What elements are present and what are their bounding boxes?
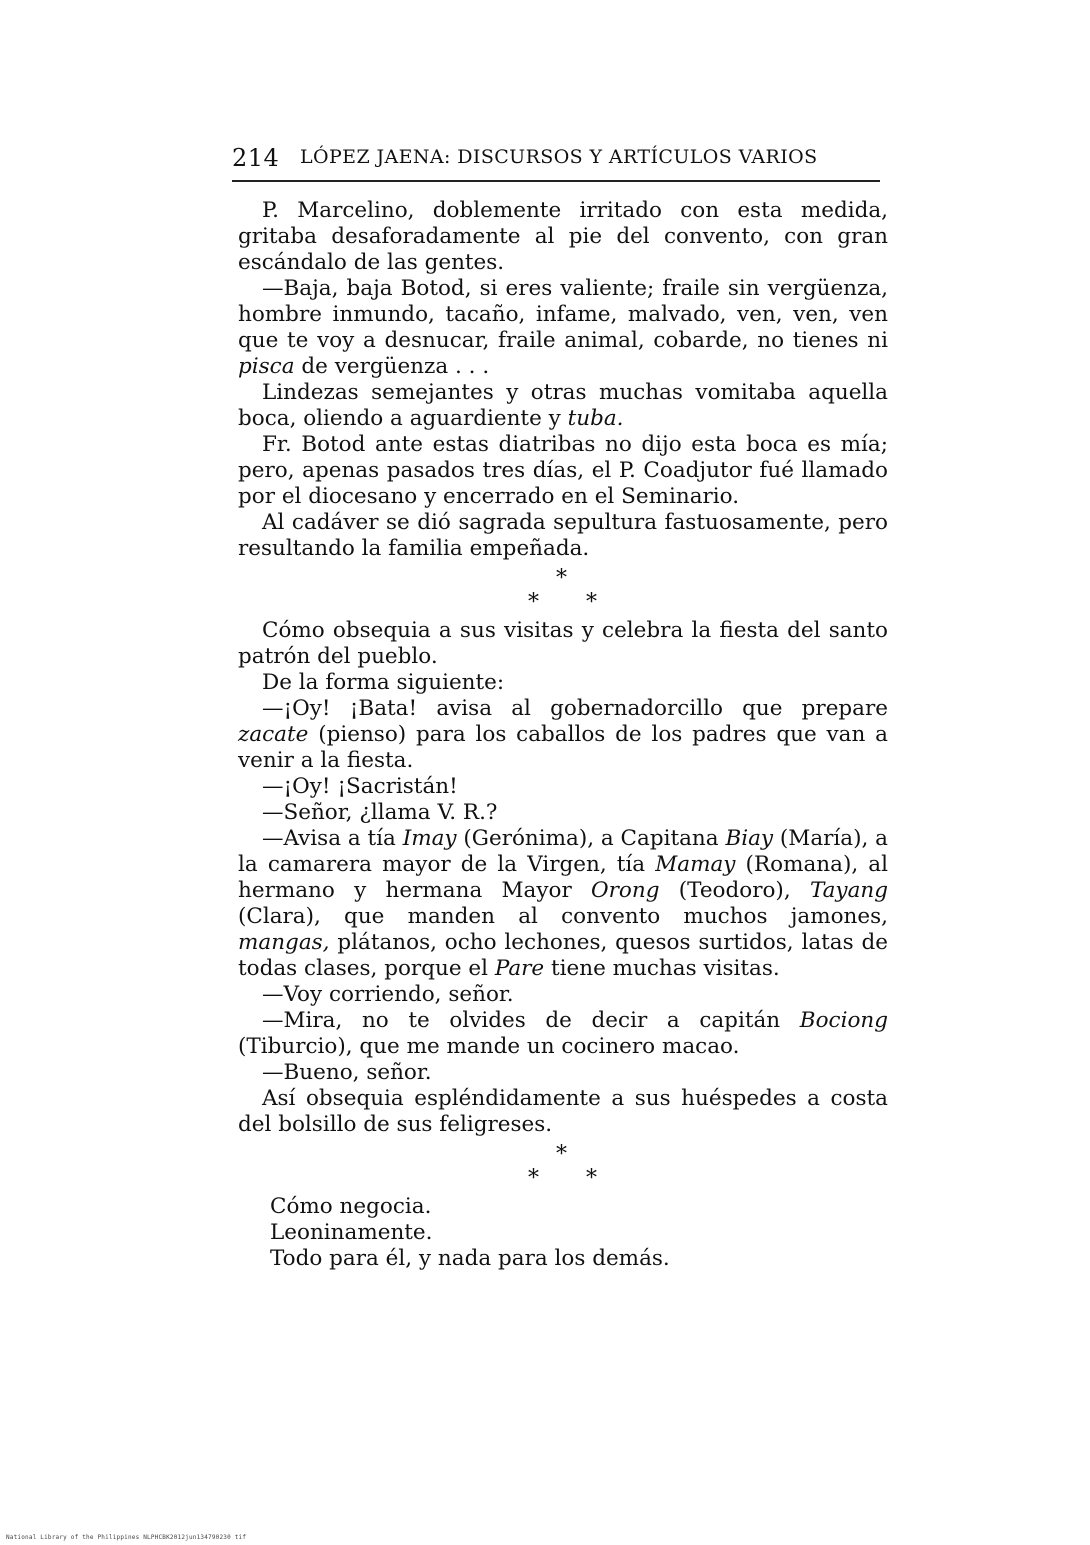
paragraph-text: (pienso) para los caballos de los padres que van a venir a la fiesta. bbox=[238, 722, 888, 773]
paragraph-text: Lindezas semejantes y otras muchas vomitaba aquella boca, oliendo a aguardiente y bbox=[238, 380, 888, 431]
italic-word: tuba. bbox=[567, 406, 624, 431]
paragraph bbox=[238, 982, 888, 1008]
paragraph bbox=[238, 432, 888, 510]
asterisk: * bbox=[586, 1166, 597, 1191]
paragraph-text: —¡Oy! ¡Sacristán! bbox=[262, 774, 458, 799]
closing-line: Leoninamente. bbox=[270, 1220, 433, 1245]
italic-word: pisca bbox=[238, 354, 295, 379]
paragraph bbox=[238, 1060, 888, 1086]
paragraph-text: —Bueno, señor. bbox=[262, 1060, 432, 1085]
italic-word: mangas, bbox=[238, 930, 330, 955]
section-divider bbox=[238, 1140, 888, 1190]
paragraph-text: tiene muchas visitas. bbox=[544, 956, 780, 981]
paragraph-text: (Tiburcio), que me mande un cocinero macao. bbox=[238, 1034, 740, 1059]
paragraph-text: —Señor, ¿llama V. R.? bbox=[262, 800, 498, 825]
paragraph bbox=[238, 774, 888, 800]
paragraph-text: Así obsequia espléndidamente a sus huéspedes a costa del bolsillo de sus feligreses. bbox=[238, 1086, 888, 1137]
body-text bbox=[238, 198, 888, 1272]
paragraph-text: (Romana), al hermano y hermana Mayor bbox=[238, 852, 888, 903]
paragraph-text: (Gerónima), a Capitana bbox=[456, 826, 726, 851]
section-divider bbox=[238, 564, 888, 614]
paragraph-text: Al cadáver se dió sagrada sepultura fastuosamente, pero resultando la familia empeñada. bbox=[238, 510, 888, 561]
paragraph bbox=[238, 380, 888, 432]
italic-word: Mamay bbox=[655, 852, 736, 877]
page-number: 214 bbox=[232, 144, 280, 172]
italic-word: Orong bbox=[591, 878, 660, 903]
closing-line: Todo para él, y nada para los demás. bbox=[270, 1246, 670, 1271]
running-title: LÓPEZ JAENA: DISCURSOS Y ARTÍCULOS VARIOS bbox=[300, 146, 818, 168]
paragraph bbox=[238, 618, 888, 670]
paragraph-text: (María), a la camarera mayor de la Virgen, tía bbox=[238, 826, 888, 877]
italic-word: Bociong bbox=[799, 1008, 888, 1033]
page-header bbox=[232, 142, 880, 182]
italic-word: Tayang bbox=[809, 878, 889, 903]
italic-word: Biay bbox=[725, 826, 774, 851]
scan-footer: National Library of the Philippines NLPHCBK2012jun134790230 tif bbox=[6, 1534, 247, 1541]
paragraph bbox=[238, 510, 888, 562]
paragraph bbox=[238, 670, 888, 696]
paragraph-text: —Voy corriendo, señor. bbox=[262, 982, 514, 1007]
asterisk: * bbox=[556, 1142, 567, 1167]
paragraph bbox=[238, 696, 888, 774]
paragraph bbox=[238, 1008, 888, 1060]
paragraph-text: —¡Oy! ¡Bata! avisa al gobernadorcillo que prepare bbox=[262, 696, 888, 721]
italic-word: Imay bbox=[402, 826, 457, 851]
paragraph bbox=[238, 198, 888, 276]
closing-line: Cómo negocia. bbox=[270, 1194, 432, 1219]
paragraph-text: P. Marcelino, doblemente irritado con esta medida, gritaba desaforadamente al pie del convento, con gran escándalo de las gentes. bbox=[238, 198, 888, 275]
paragraph-text: Fr. Botod ante estas diatribas no dijo esta boca es mía; pero, apenas pasados tres días, el P. Coadjutor fué llamado por el diocesano y encerrado en el Seminario. bbox=[238, 432, 888, 509]
paragraph bbox=[238, 1086, 888, 1138]
italic-word: Pare bbox=[494, 956, 545, 981]
paragraph-text: —Baja, baja Botod, si eres valiente; fraile sin vergüenza, hombre inmundo, tacaño, infame, malvado, ven, ven, ven que te voy a desnucar, fraile animal, cobarde, no tienes ni bbox=[238, 276, 888, 353]
paragraph-text: de vergüenza . . . bbox=[294, 354, 490, 379]
asterisk: * bbox=[528, 1166, 539, 1191]
asterisk: * bbox=[528, 590, 539, 615]
paragraph-text: (Teodoro), bbox=[659, 878, 810, 903]
paragraph-text: plátanos, ocho lechones, quesos surtidos, latas de todas clases, porque el bbox=[238, 930, 888, 981]
paragraph bbox=[238, 826, 888, 982]
paragraph-text: —Avisa a tía bbox=[262, 826, 403, 851]
paragraph bbox=[238, 800, 888, 826]
asterisk: * bbox=[556, 566, 567, 591]
asterisk: * bbox=[586, 590, 597, 615]
paragraph bbox=[238, 276, 888, 380]
paragraph-text: De la forma siguiente: bbox=[262, 670, 505, 695]
italic-word: zacate bbox=[238, 722, 309, 747]
paragraph-text: —Mira, no te olvides de decir a capitán bbox=[262, 1008, 800, 1033]
paragraph-text: (Clara), que manden al convento muchos jamones, bbox=[238, 904, 888, 929]
paragraph-text: Cómo obsequia a sus visitas y celebra la fiesta del santo patrón del pueblo. bbox=[238, 618, 888, 669]
